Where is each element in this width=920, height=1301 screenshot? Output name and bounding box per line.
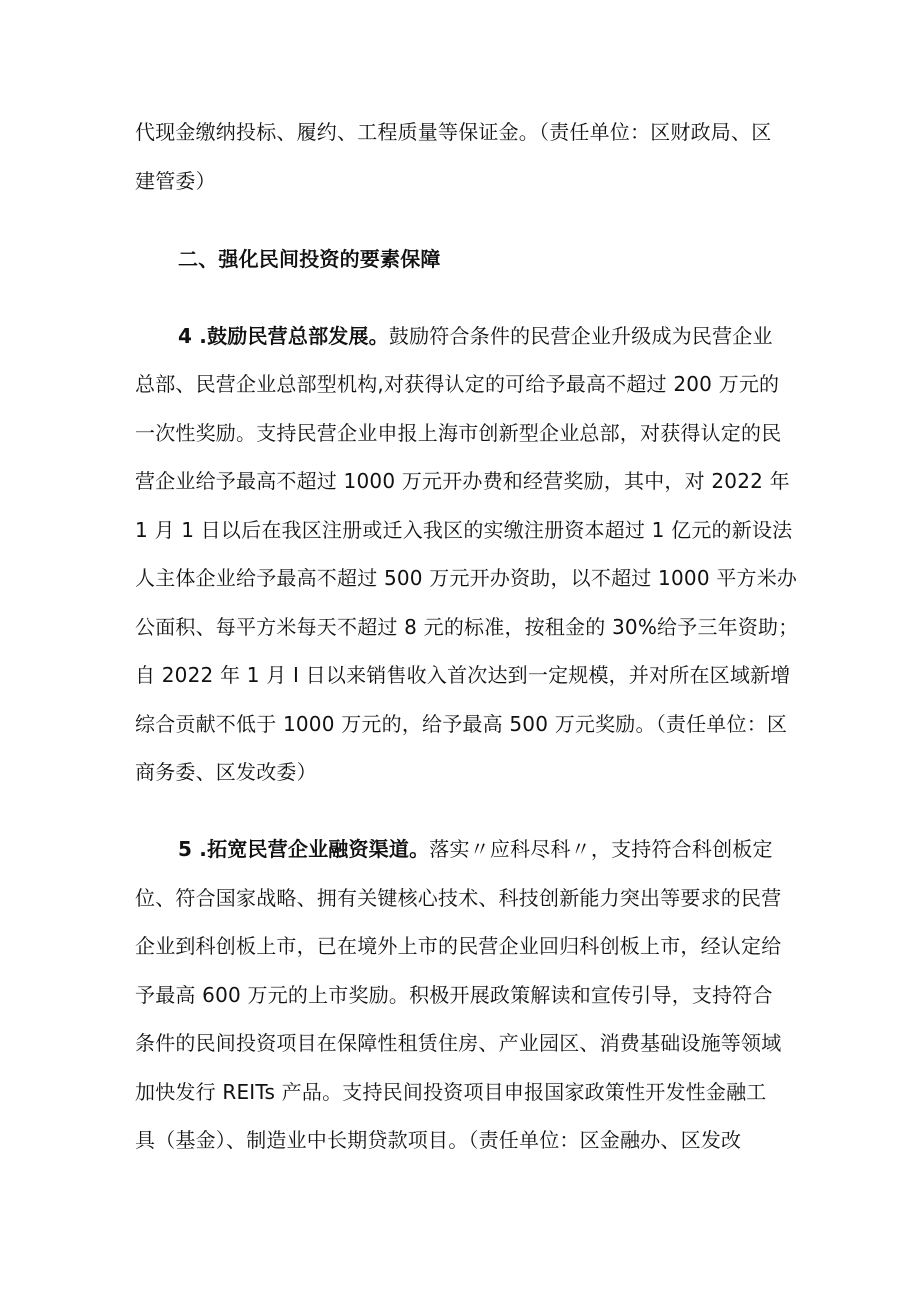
item4-title: 4 .鼓励民营总部发展。 [178,324,389,348]
item5-line-6: 加快发行 REITs 产品。支持民间投资项目申报国家政策性开发性金融工 [135,1080,767,1104]
item4-line-7: 公面积、每平方米每天不超过 8 元的标准，按租金的 30%给予三年资助； [135,615,799,639]
item4-line-3: 一次性奖励。支持民营企业申报上海市创新型企业总部，对获得认定的民 [135,421,782,445]
item5-line-4: 予最高 600 万元的上市奖励。积极开展政策解读和宣传引导，支持符合 [135,983,773,1007]
item5-first-line [178,835,773,863]
item4-line-10: 商务委、区发改委） [135,760,317,784]
item5-line-7: 具（基金）、制造业中长期贷款项目。（责任单位：区金融办、区发改 [135,1128,742,1152]
fragment-line-2: 建管委） [135,169,216,193]
item4-line-2: 总部、民营企业总部型机构,对获得认定的可给予最高不超过 200 万元的 [135,372,780,396]
item4-line-5: 1 月 1 日以后在我区注册或迁入我区的实缴注册资本超过 1 亿元的新设法 [135,518,793,542]
item4-line-4: 营企业给予最高不超过 1000 万元开办费和经营奖励，其中，对 2022 年 [135,469,790,493]
item4-first-line-text: 鼓励符合条件的民营企业升级成为民营企业 [388,324,773,348]
item5-line-5: 条件的民间投资项目在保障性租赁住房、产业园区、消费基础设施等领域 [135,1031,782,1055]
item5-line-2: 位、符合国家战略、拥有关键核心技术、科技创新能力突出等要求的民营 [135,886,782,910]
item5-first-line-text: 落实〃应科尽科〃，支持符合科创板定 [429,837,773,861]
section-heading: 二、强化民间投资的要素保障 [178,247,441,271]
item4-line-8: 自 2022 年 1 月 I 日以来销售收入首次达到一定规模，并对所在区域新增 [135,663,791,687]
item4-line-9: 综合贡献不低于 1000 万元的，给予最高 500 万元奖励。（责任单位：区 [135,712,788,736]
item5-line-3: 企业到科创板上市，已在境外上市的民营企业回归科创板上市，经认定给 [135,934,782,958]
item4-first-line [178,322,773,350]
item4-line-6: 人主体企业给予最高不超过 500 万元开办资助，以不超过 1000 平方米办 [135,566,798,590]
item5-title: 5 .拓宽民营企业融资渠道。 [178,837,430,861]
fragment-line-1: 代现金缴纳投标、履约、工程质量等保证金。（责任单位：区财政局、区 [135,120,772,144]
